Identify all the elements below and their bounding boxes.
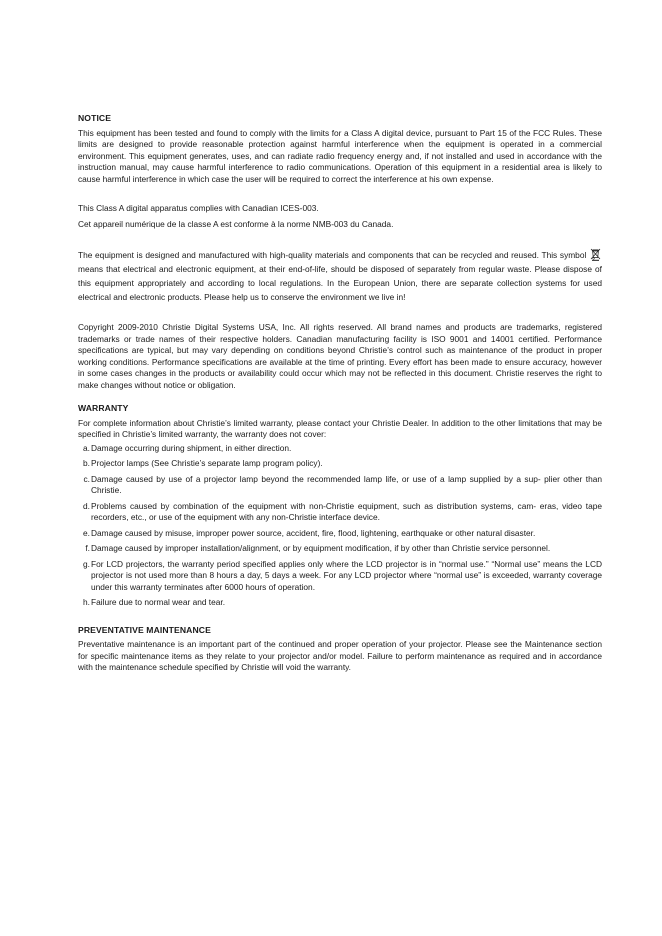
recycling-text-after-icon: means that electrical and electronic equipment, at their end-of-life, should be disposed of separately from regular waste. Please dispose of this equipment appropriately and according to local regulations. In the European Union, there are separate collection systems for used electrical and electronic products. Please help us to conserve the environment we live in!	[78, 264, 602, 302]
ices-french-line: Cet appareil numérique de la classe A est conforme à la norme NMB-003 du Canada.	[78, 218, 394, 229]
notice-heading: NOTICE	[78, 113, 112, 123]
list-item-text: Damage caused by use of a projector lamp beyond the recommended lamp life, or use of a lamp supplied by a sup- plier other than Christie.	[91, 473, 602, 495]
document-page	[78, 113, 602, 674]
list-item	[78, 474, 602, 497]
list-marker: d.	[83, 500, 90, 511]
warranty-heading: WARRANTY	[78, 403, 129, 413]
maintenance-paragraph: Preventative maintenance is an important part of the continued and proper operation of your projector. Please see the Maintenance section for specific maintenance items as they relate to your projector and/or model. Failure to perform maintenance as required and in accordance with the maintenance schedule specified by Christie will void the warranty.	[78, 639, 602, 672]
list-marker: f.	[85, 543, 90, 553]
list-item	[78, 528, 602, 540]
list-item-text: Projector lamps (See Christie’s separate lamp program policy).	[91, 458, 323, 468]
list-marker: b.	[83, 458, 90, 468]
warranty-exclusion-list	[78, 443, 602, 609]
list-item-text: Problems caused by combination of the equipment with non-Christie equipment, such as distribution systems, cam- eras, video tape recorders, etc., or use of the equipment with any non-Christie interface device.	[91, 500, 602, 522]
list-marker: e.	[83, 527, 90, 538]
maintenance-heading: PREVENTATIVE MAINTENANCE	[78, 624, 211, 635]
list-item-text: Damage caused by improper installation/alignment, or by equipment modification, if by other than Christie service personnel.	[91, 543, 551, 553]
list-marker: c.	[83, 473, 90, 484]
list-item	[78, 597, 602, 609]
list-item	[78, 458, 602, 470]
crossed-out-wheelie-bin-icon	[590, 248, 601, 261]
list-item-text: Damage caused by misuse, improper power source, accident, fire, flood, lightening, earthquake or other natural disaster.	[91, 527, 536, 538]
list-marker: a.	[83, 442, 90, 453]
list-item	[78, 543, 602, 555]
list-item-text: Damage occurring during shipment, in either direction.	[91, 442, 292, 453]
list-item	[78, 559, 602, 594]
list-marker: g.	[83, 558, 90, 569]
list-item	[78, 501, 602, 524]
list-item	[78, 443, 602, 455]
recycling-text-before-icon: The equipment is designed and manufactured with high-quality materials and components that can be recycled and reused. This symbol	[78, 250, 587, 260]
fcc-notice-paragraph: This equipment has been tested and found to comply with the limits for a Class A digital device, pursuant to Part 15 of the FCC Rules. These limits are designed to provide reasonable protection against harmful interference when the equipment is operated in a commercial environment. This equipment generates, uses, and can radiate radio frequency energy and, if not installed and used in accordance with the instruction manual, may cause harmful interference to radio communications. Operation of this equipment in a residential area is likely to cause harmful interference in which case the user will be required to correct the interference at his own expense.	[78, 127, 602, 184]
warranty-intro: For complete information about Christie’s limited warranty, please contact your Christie Dealer. In addition to the other limitations that may be specified in Christie’s limited warranty, the warranty does not cover:	[78, 417, 602, 439]
list-marker: h.	[83, 597, 90, 607]
list-item-text: Failure due to normal wear and tear.	[91, 597, 226, 607]
copyright-paragraph: Copyright 2009-2010 Christie Digital Systems USA, Inc. All rights reserved. All brand names and products are trademarks, registered trademarks or trade names of their respective holders. Canadian manufacturing facility is ISO 9001 and 14001 certified. Performance specifications are typical, but may vary depending on conditions beyond Christie’s control such as maintenance of the product in proper working conditions. Performance specifications are available at the time of printing. Every effort has been made to ensure accuracy, however in some cases changes in the products or availability could occur which may not be reflected in this document. Christie reserves the right to make changes without notice or obligation.	[78, 322, 602, 390]
recycling-paragraph	[78, 248, 602, 304]
ices-english-line: This Class A digital apparatus complies with Canadian ICES-003.	[78, 203, 319, 213]
list-item-text: For LCD projectors, the warranty period specified applies only where the LCD projector is in “normal use.” “Normal use” means the LCD projector is not used more than 8 hours a day, 5 days a week. For any LCD projector where “normal use” is exceeded, warranty coverage under this warranty terminates after 6000 hours of operation.	[91, 558, 602, 592]
